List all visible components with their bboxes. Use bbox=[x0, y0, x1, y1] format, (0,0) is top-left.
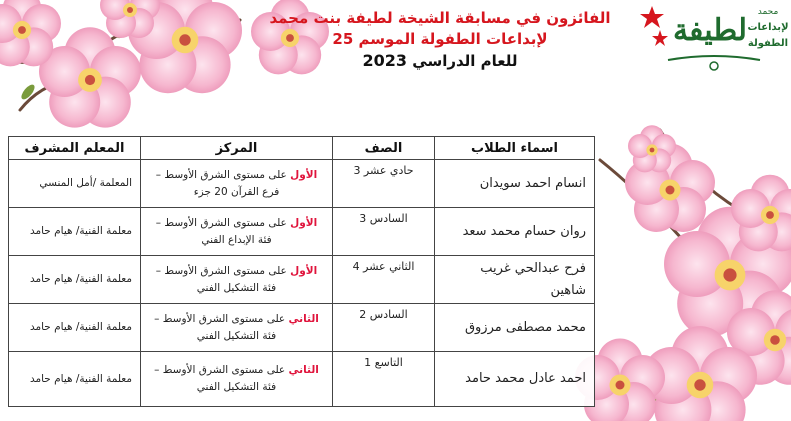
rank-label: الثاني bbox=[288, 364, 319, 376]
student-grade: حادي عشر 3 bbox=[333, 160, 435, 208]
column-header-grade: الصف bbox=[333, 137, 435, 160]
column-header-teacher: المعلم المشرف bbox=[9, 137, 141, 160]
rank-scope: على مستوى الشرق الأوسط – bbox=[154, 364, 286, 376]
award-rank-cell bbox=[141, 352, 333, 407]
academic-year-label: للعام الدراسي bbox=[412, 52, 518, 70]
award-rank-cell bbox=[141, 256, 333, 304]
title-line-2: لإبداعات الطفولة الموسم 25 bbox=[332, 30, 548, 48]
red-star-icon bbox=[640, 6, 664, 28]
rank-label: الأول bbox=[290, 168, 318, 181]
page-title-block bbox=[250, 8, 630, 72]
column-header-center: المركز bbox=[141, 137, 333, 160]
student-grade: التاسع 1 bbox=[333, 352, 435, 407]
supervising-teacher: المعلمة /أمل المنسي bbox=[9, 160, 141, 208]
winners-table bbox=[8, 136, 595, 407]
latifa-award-logo bbox=[638, 0, 791, 78]
award-rank-cell bbox=[141, 304, 333, 352]
student-grade: السادس 2 bbox=[333, 304, 435, 352]
award-category: فئة التشكيل الفني bbox=[196, 281, 277, 294]
rank-scope: على مستوى الشرق الأوسط – bbox=[155, 264, 287, 277]
rank-label: الثاني bbox=[288, 312, 319, 325]
title-line-1: الفائزون في مسابقة الشيخة لطيفة بنت محمد bbox=[269, 9, 611, 27]
table-row bbox=[9, 256, 595, 304]
logo-sub1: محمد bbox=[757, 7, 779, 17]
logo-sub2: لإبداعات bbox=[747, 22, 789, 33]
rank-scope: على مستوى الشرق الأوسط – bbox=[155, 168, 287, 181]
student-grade: الثاني عشر 4 bbox=[333, 256, 435, 304]
award-category: فئة التشكيل الفني bbox=[196, 381, 277, 393]
table-row bbox=[9, 208, 595, 256]
supervising-teacher: معلمة الفنية/ هيام حامد bbox=[9, 352, 141, 407]
table-row bbox=[9, 160, 595, 208]
rank-scope: على مستوى الشرق الأوسط – bbox=[155, 216, 287, 229]
supervising-teacher: معلمة الفنية/ هيام حامد bbox=[9, 208, 141, 256]
student-name: انسام احمد سويدان bbox=[435, 160, 595, 208]
column-header-name: اسماء الطلاب bbox=[435, 137, 595, 160]
student-name: محمد مصطفى مرزوق bbox=[435, 304, 595, 352]
student-name: روان حسام محمد سعد bbox=[435, 208, 595, 256]
table-row bbox=[9, 352, 595, 407]
table-row bbox=[9, 304, 595, 352]
rank-scope: على مستوى الشرق الأوسط – bbox=[154, 312, 286, 325]
rank-label: الأول bbox=[290, 264, 318, 277]
academic-year: 2023 bbox=[362, 51, 408, 70]
award-category: فرع القرآن 20 جزء bbox=[193, 185, 280, 198]
logo-main-text: لطيفة bbox=[672, 13, 748, 48]
rank-label: الأول bbox=[290, 216, 318, 229]
supervising-teacher: معلمة الفنية/ هيام حامد bbox=[9, 256, 141, 304]
logo-sub3: الطفولة bbox=[747, 38, 789, 49]
award-category: فئة الإبداع الفني bbox=[201, 233, 272, 246]
student-name: فرح عبدالحي غريب شاهين bbox=[435, 256, 595, 304]
title-line-3 bbox=[250, 50, 630, 72]
student-name: احمد عادل محمد حامد bbox=[435, 352, 595, 407]
table-header-row bbox=[9, 137, 595, 160]
supervising-teacher: معلمة الفنية/ هيام حامد bbox=[9, 304, 141, 352]
award-category: فئة التشكيل الفني bbox=[196, 329, 277, 342]
award-rank-cell bbox=[141, 160, 333, 208]
red-star-icon bbox=[652, 30, 668, 46]
award-rank-cell bbox=[141, 208, 333, 256]
student-grade: السادس 3 bbox=[333, 208, 435, 256]
